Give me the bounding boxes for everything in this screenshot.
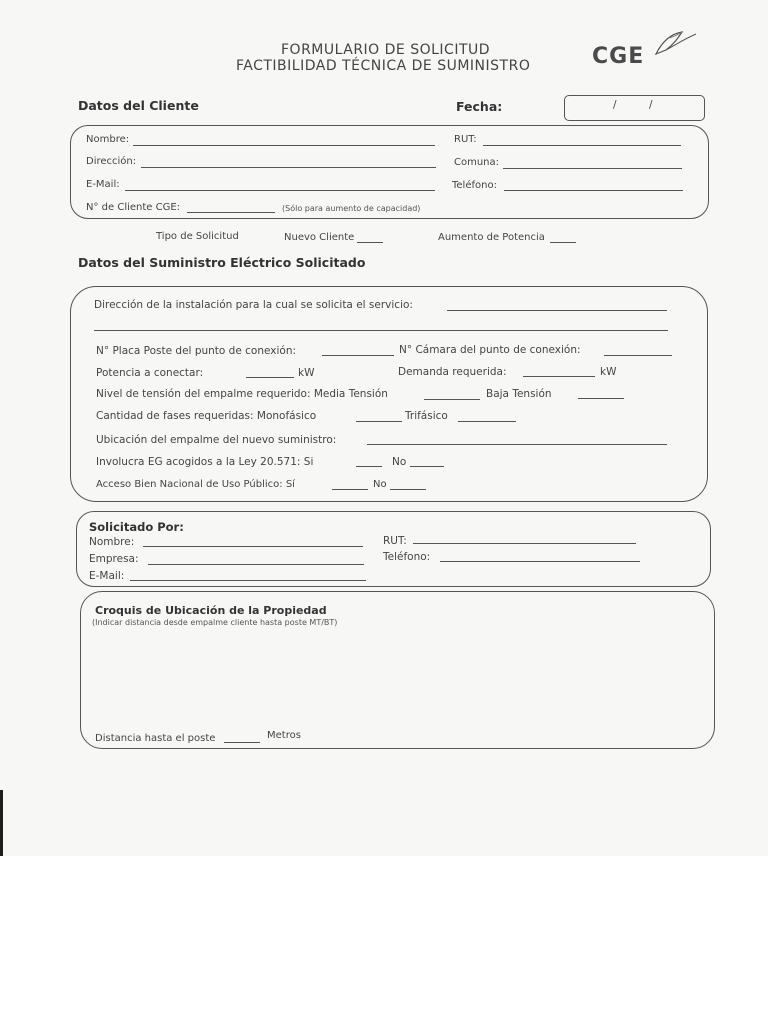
acceso-si-field[interactable] bbox=[332, 489, 368, 490]
trifasico-field[interactable] bbox=[458, 421, 516, 422]
fecha-separator-1: / bbox=[613, 99, 617, 111]
baja-tension-label: Baja Tensión bbox=[486, 388, 552, 400]
demanda-label: Demanda requerida: bbox=[398, 366, 507, 378]
solicitado-rut-label: RUT: bbox=[383, 535, 407, 547]
form-title-line2: FACTIBILIDAD TÉCNICA DE SUMINISTRO bbox=[236, 58, 531, 74]
ubicacion-empalme-field[interactable] bbox=[367, 444, 667, 445]
cliente-comuna-field[interactable] bbox=[503, 168, 682, 169]
acceso-bien-label: Acceso Bien Nacional de Uso Público: Sí bbox=[96, 479, 295, 490]
nuevo-cliente-label: Nuevo Cliente bbox=[284, 232, 355, 243]
solicitado-email-label: E-Mail: bbox=[89, 570, 125, 582]
ubicacion-empalme-label: Ubicación del empalme del nuevo suministro: bbox=[96, 434, 337, 446]
nuevo-cliente-field[interactable] bbox=[357, 242, 383, 243]
solicitado-telefono-field[interactable] bbox=[440, 561, 640, 562]
solicitado-rut-field[interactable] bbox=[413, 543, 636, 544]
fecha-label: Fecha: bbox=[456, 99, 503, 114]
fecha-field[interactable] bbox=[564, 95, 705, 121]
tension-label: Nivel de tensión del empalme requerido: Media Tensión bbox=[96, 388, 388, 400]
solicitado-telefono-label: Teléfono: bbox=[383, 551, 431, 563]
cliente-telefono-field[interactable] bbox=[504, 190, 683, 191]
croquis-heading: Croquis de Ubicación de la Propiedad bbox=[95, 604, 327, 617]
solicitado-email-field[interactable] bbox=[130, 580, 366, 581]
media-tension-field[interactable] bbox=[424, 399, 480, 400]
aumento-potencia-field[interactable] bbox=[550, 242, 576, 243]
eg-no-field[interactable] bbox=[410, 466, 444, 467]
acceso-no-field[interactable] bbox=[390, 489, 426, 490]
nro-cliente-label: N° de Cliente CGE: bbox=[86, 202, 181, 213]
solicitado-nombre-field[interactable] bbox=[143, 546, 363, 547]
cliente-nombre-field[interactable] bbox=[133, 145, 435, 146]
eg-no-label: No bbox=[392, 456, 407, 468]
potencia-label: Potencia a conectar: bbox=[96, 367, 204, 379]
potencia-unit: kW bbox=[298, 367, 315, 379]
placa-poste-field[interactable] bbox=[322, 355, 394, 356]
datos-cliente-heading: Datos del Cliente bbox=[78, 98, 199, 113]
butterfly-logo-icon bbox=[652, 28, 700, 58]
potencia-field[interactable] bbox=[246, 377, 294, 378]
aumento-potencia-label: Aumento de Potencia bbox=[438, 232, 545, 243]
cge-logo: CGE bbox=[592, 44, 645, 69]
cliente-email-label: E-Mail: bbox=[86, 179, 120, 190]
cliente-telefono-label: Teléfono: bbox=[452, 180, 497, 191]
croquis-note: (Indicar distancia desde empalme cliente hasta poste MT/BT) bbox=[92, 618, 338, 627]
scan-edge bbox=[0, 790, 3, 856]
solicitado-empresa-label: Empresa: bbox=[89, 553, 139, 565]
camara-field[interactable] bbox=[604, 355, 672, 356]
eg-ley-label: Involucra EG acogidos a la Ley 20.571: Si bbox=[96, 456, 314, 468]
direccion-instalacion-field[interactable] bbox=[447, 310, 667, 311]
fases-label: Cantidad de fases requeridas: Monofásico bbox=[96, 410, 317, 422]
solicitado-heading: Solicitado Por: bbox=[89, 520, 184, 534]
cliente-email-field[interactable] bbox=[125, 190, 435, 191]
direccion-instalacion-label: Dirección de la instalación para la cual se solicita el servicio: bbox=[94, 299, 413, 311]
monofasico-field[interactable] bbox=[356, 421, 402, 422]
acceso-no-label: No bbox=[373, 479, 387, 490]
cliente-rut-label: RUT: bbox=[454, 134, 477, 145]
demanda-unit: kW bbox=[600, 366, 617, 378]
fecha-separator-2: / bbox=[649, 99, 653, 111]
trifasico-label: Trifásico bbox=[405, 410, 448, 422]
cliente-direccion-field[interactable] bbox=[141, 167, 436, 168]
eg-si-field[interactable] bbox=[356, 466, 382, 467]
cliente-rut-field[interactable] bbox=[483, 145, 681, 146]
distancia-poste-label: Distancia hasta el poste bbox=[95, 733, 216, 744]
baja-tension-field[interactable] bbox=[578, 398, 624, 399]
camara-label: N° Cámara del punto de conexión: bbox=[399, 344, 581, 356]
suministro-heading: Datos del Suministro Eléctrico Solicitado bbox=[78, 255, 366, 270]
cliente-comuna-label: Comuna: bbox=[454, 157, 500, 168]
tipo-solicitud-label: Tipo de Solicitud bbox=[156, 231, 239, 242]
placa-poste-label: N° Placa Poste del punto de conexión: bbox=[96, 345, 297, 357]
cliente-nombre-label: Nombre: bbox=[86, 134, 130, 145]
form-title-line1: FORMULARIO DE SOLICITUD bbox=[281, 42, 491, 58]
distancia-poste-field[interactable] bbox=[224, 742, 260, 743]
solicitado-empresa-field[interactable] bbox=[148, 564, 364, 565]
nro-cliente-field[interactable] bbox=[187, 212, 275, 213]
solicitado-nombre-label: Nombre: bbox=[89, 536, 135, 548]
direccion-instalacion-field-2[interactable] bbox=[94, 330, 668, 331]
nro-cliente-note: (Sólo para aumento de capacidad) bbox=[282, 204, 421, 213]
cliente-direccion-label: Dirección: bbox=[86, 156, 137, 167]
distancia-unit: Metros bbox=[267, 730, 301, 741]
demanda-field[interactable] bbox=[523, 376, 595, 377]
